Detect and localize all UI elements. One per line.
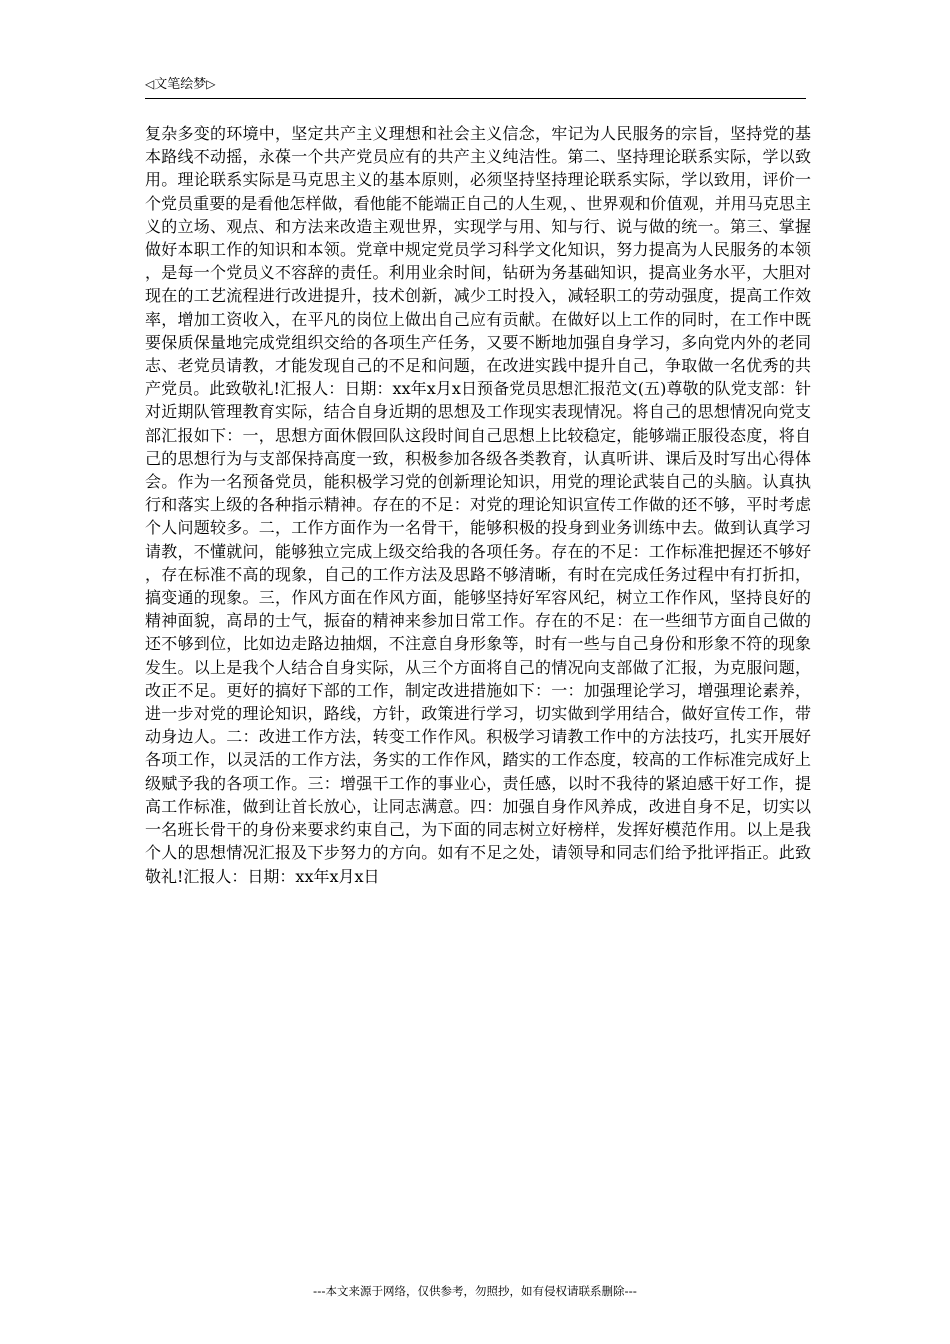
document-body-text: 复杂多变的环境中，坚定共产主义理想和社会主义信念，牢记为人民服务的宗旨，坚持党的基本路线不动摇，永葆一个共产党员应有的共产主义纯洁性。第二、坚持理论联系实际，学以致用。理论联系实际是马克思主义的基本原则，必须坚持坚持理论联系实际，学以致用，评价一个党员重要的是看他怎样做，看他能不能端正自己的人生观，、世界观和价值观，并用马克思主义的立场、观点、和方法来改造主观世界，实现学与用、知与行、说与做的统一。第三、掌握做好本职工作的知识和本领。党章中规定党员学习科学文化知识，努力提高为人民服务的本领，是每一个党员义不容辞的责任。利用业余时间，钻研为务基础知识，提高业务水平，大胆对现在的工艺流程进行改进提升，技术创新，减少工时投入，减轻职工的劳动强度，提高工作效率，增加工资收入，在平凡的岗位上做出自己应有贡献。在做好以上工作的同时，在工作中既要保质保量地完成党组织交给的各项生产任务，又要不断地加强自身学习，多向党内外的老同志、老党员请教，才能发现自己的不足和问题，在改进实践中提升自己，争取做一名优秀的共产党员。此致敬礼!汇报人：日期：xx年x月x日预备党员思想汇报范文(五)尊敬的队党支部：针对近期队管理教育实际，结合自身近期的思想及工作现实表现情况。将自己的思想情况向党支部汇报如下：一，思想方面休假回队这段时间自己思想上比较稳定，能够端正服役态度，将自己的思想行为与支部保持高度一致，积极参加各级各类教育，认真听讲、课后及时写出心得体会。作为一名预备党员，能积极学习党的创新理论知识，用党的理论武装自己的头脑。认真执行和落实上级的各种指示精神。存在的不足：对党的理论知识宣传工作做的还不够，平时考虑个人问题较多。二，工作方面作为一名骨干，能够积极的投身到业务训练中去。做到认真学习请教，不懂就问，能够独立完成上级交给我的各项任务。存在的不足：工作标准把握还不够好，存在标准不高的现象，自己的工作方法及思路不够清晰，有时在完成任务过程中有打折扣，搞变通的现象。三，作风方面在作风方面，能够坚持好军容风纪，树立工作作风，坚持良好的精神面貌，高昂的士气，振奋的精神来参加日常工作。存在的不足：在一些细节方面自己做的还不够到位，比如边走路边抽烟，不注意自身形象等，时有一些与自己身份和形象不符的现象发生。以上是我个人结合自身实际，从三个方面将自己的情况向支部做了汇报，为克服问题，改正不足。更好的搞好下部的工作，制定改进措施如下：一：加强理论学习，增强理论素养，进一步对党的理论知识，路线，方针，政策进行学习，切实做到学用结合，做好宣传工作，带动身边人。二：改进工作方法，转变工作作风。积极学习请教工作中的方法技巧，扎实开展好各项工作，以灵活的工作方法，务实的工作作风，踏实的工作态度，较高的工作标准完成好上级赋予我的各项工作。三：增强干工作的事业心，责任感，以时不我待的紧迫感干好工作，提高工作标准，做到让首长放心，让同志满意。四：加强自身作风养成，改进自身不足，切实以一名班长骨干的身份来要求约束自己，为下面的同志树立好榜样，发挥好模范作用。以上是我个人的思想情况汇报及下步努力的方向。如有不足之处，请领导和同志们给予批评指正。此致敬礼!汇报人：日期：xx年x月x日 <box>145 124 811 886</box>
header-logo <box>145 76 215 93</box>
page-footer-disclaimer: ---本文来源于网络，仅供参考，勿照抄，如有侵权请联系删除--- <box>313 1284 637 1298</box>
triangle-right-icon: ▷ <box>206 77 216 91</box>
page-header <box>145 76 806 99</box>
triangle-left-icon: ◁ <box>145 77 155 91</box>
header-logo-text: 文笔绘梦 <box>154 77 207 92</box>
